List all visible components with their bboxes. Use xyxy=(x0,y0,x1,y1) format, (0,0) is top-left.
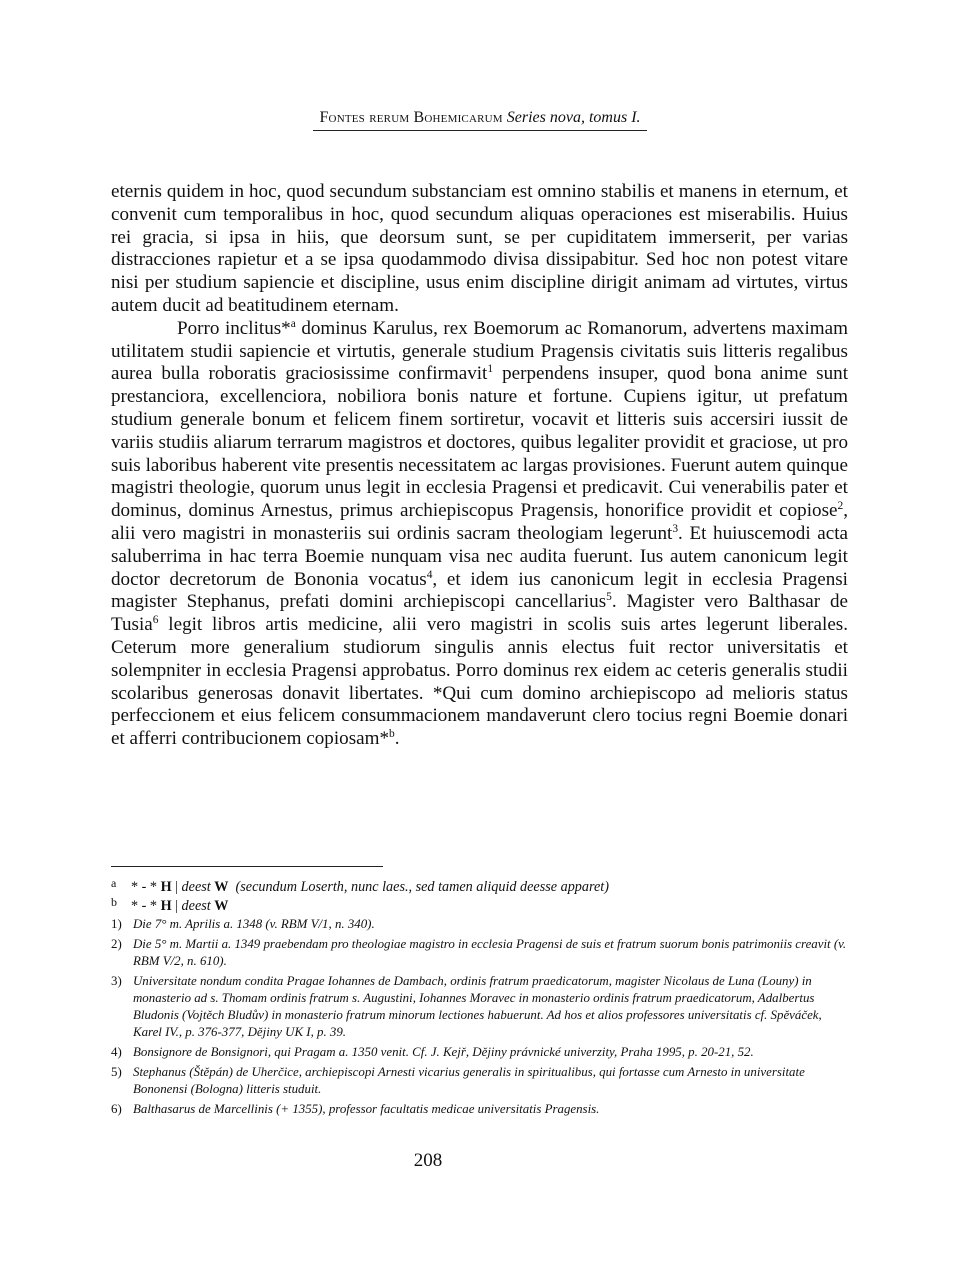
p2-segment: Porro inclitus* xyxy=(177,317,291,339)
apparatus-note xyxy=(111,878,851,897)
footnote-text: Stephanus (Štěpán) de Uherčice, archiepiscopi Arnesti vicarius generalis in spiritualibus, qui fortasse cum Arnesto in universitate Bononensi (Bologna) litteris studuit. xyxy=(133,1065,805,1096)
main-text xyxy=(111,181,848,751)
footnote-ref-5: 5 xyxy=(606,591,612,604)
series-subtitle: Series nova, tomus I. xyxy=(506,109,641,126)
footnote-number: 5) xyxy=(111,1065,122,1079)
page-number xyxy=(0,1150,960,1172)
footnote-number: 6) xyxy=(111,1102,122,1116)
footnote xyxy=(111,936,853,970)
apparatus-separator: | xyxy=(175,879,178,895)
footnote-number: 1) xyxy=(111,917,122,931)
p2-segment: . Et huiuscemodi acta saluberrima in hac terra Boemie nunquam visa nec audita fuerunt. Ius autem canonicum legit doctor decretorum de Bononia vocatus xyxy=(111,522,848,590)
footnote-separator xyxy=(111,866,383,867)
manuscript-siglum: H xyxy=(160,879,172,895)
footnote-number: 3) xyxy=(111,974,122,988)
footnote-ref-4: 4 xyxy=(426,568,433,581)
p2-segment: . Magister vero Balthasar de Tusia xyxy=(111,591,848,636)
footnote xyxy=(111,1101,853,1118)
apparatus-mark: a xyxy=(111,876,117,890)
paragraph-2 xyxy=(111,318,848,751)
manuscript-siglum: W xyxy=(214,898,229,914)
critical-apparatus xyxy=(111,878,851,916)
footnote-ref-2: 2 xyxy=(837,500,844,513)
p2-segment: , alii vero magistri in monasteriis sui ordinis sacram theologiam legerunt xyxy=(111,500,848,544)
footnotes xyxy=(111,916,853,1121)
apparatus-sigla: * - * xyxy=(131,898,158,914)
apparatus-mark-b: b xyxy=(389,728,395,741)
apparatus-separator: | xyxy=(175,898,178,914)
series-title: Fontes rerum Bohemicarum xyxy=(319,109,503,126)
p2-segment: perpendens insuper, quod bona anime sunt prestanciora, excellenciora, nobiliora bonis nature et fortune. Cupiens igitur, ut prefatum studium generale bonum et felicem finem sortiretur, vocavit et litteris suis accersiri iussit de variis studiis aliarum terrarum magistros et doctores, quibus legaliter providit et graciose, ut pro suis laboribus haberent vite presentis necessitatem ac largas provisiones. Fuerunt autem quinque magistri theologie, quorum unus legit in ecclesia Pragensi et predicavit. Cui venerabilis pater et dominus, dominus Arnestus, primus archiepiscopus Pragensis, honorifice providit et copiose xyxy=(111,363,848,522)
p2-segment: , et idem ius canonicum legit in ecclesia Pragensi magister Stephanus, prefati domini archiepiscopi cancellarius xyxy=(111,568,848,613)
page-number-text: 208 xyxy=(413,1150,443,1171)
paragraph-1: eternis quidem in hoc, quod secundum substanciam est omnino stabilis et manens in eternum, et convenit cum temporalibus in hoc, quod secundum aliquas operaciones est miserabilis. Huius rei gracia, si ipsa in hiis, que deorsum sunt, se per cupiditatem immerserit, per varias distracciones rapietur et a se ipsa quodammodo divisa dissipabitur. Sed hoc non potest vitare nisi per studium sapiencie et discipline, usus enim discipline dirigit animam ad virtutes, virtus autem ducit ad beatitudinem eternam. xyxy=(111,181,848,316)
footnote-text: Bonsignore de Bonsignori, qui Pragam a. 1350 venit. Cf. J. Kejř, Dějiny právnické univerzity, Praha 1995, p. 20-21, 52. xyxy=(133,1045,754,1059)
footnote-number: 2) xyxy=(111,937,122,951)
apparatus-deest: deest xyxy=(181,879,211,895)
apparatus-sigla: * - * xyxy=(131,879,158,895)
apparatus-deest: deest xyxy=(181,898,211,914)
p2-segment: dominus Karulus, rex Boemorum ac Romanorum, advertens maximam utilitatem studii sapiencie et virtutis, generale studium Pragensis civitatis suis litteris regalibus aurea bulla roboratis graciosissime confirmavit xyxy=(111,317,848,385)
footnote xyxy=(111,1064,853,1098)
apparatus-comment: (secundum Loserth, nunc laes., sed tamen aliquid deesse apparet) xyxy=(235,879,609,895)
footnote-ref-3: 3 xyxy=(672,522,679,535)
footnote-text: Die 7° m. Aprilis a. 1348 (v. RBM V/1, n. 340). xyxy=(133,917,375,931)
footnote xyxy=(111,916,853,933)
footnote xyxy=(111,1044,853,1061)
manuscript-siglum: H xyxy=(160,898,172,914)
footnote-ref-6: 6 xyxy=(152,614,159,627)
footnote-ref-1: 1 xyxy=(487,363,494,376)
apparatus-mark-a: a xyxy=(290,317,296,330)
running-header xyxy=(0,108,960,131)
p2-segment: legit libros artis medicine, alii vero magistri in scolis suis artes legerunt liberales. Ceterum more generalium studiorum singulis annis electus fuit rector universitatis et solempniter in ecclesia Pragensi approbatus. Porro dominus rex eidem ac ceteris generalis studii scolaribus generosas donavit libertates. *Qui cum domino archiepiscopo ad melioris status perfeccionem et eius felicem consummacionem mandaverunt clero tocius regni Boemie donari et afferri contribucionem copiosam* xyxy=(111,614,848,750)
p2-segment: . xyxy=(394,728,400,750)
apparatus-note xyxy=(111,897,851,916)
manuscript-siglum: W xyxy=(214,879,229,895)
footnote-text: Universitate nondum condita Pragae Iohannes de Dambach, ordinis fratrum praedicatorum, magister Nicolaus de Luna (Louny) in monasterio ad s. Thomam ordinis fratrum s. Augustini, Iohannes Moravec in monasterio ordinis fratrum praedicatorum, Adalbertus Bludonis (Vojtěch Bludův) in monasterio fratrum minorum lectiones habuerunt. Ad hos et alios professores universitatis cf. Spěváček, Karel IV., p. 376-377, Dějiny UK I, p. 39. xyxy=(133,974,822,1039)
footnote-text: Balthasarus de Marcellinis (+ 1355), professor facultatis medicae universitatis Pragensis. xyxy=(133,1102,600,1116)
footnote-number: 4) xyxy=(111,1045,122,1059)
footnote-text: Die 5° m. Martii a. 1349 praebendam pro theologiae magistro in ecclesia Pragensi de suis et fratrum suorum bonis patrimoniis creavit (v. RBM V/2, n. 610). xyxy=(133,937,847,968)
footnote xyxy=(111,973,853,1041)
running-header-line xyxy=(313,108,646,131)
apparatus-mark: b xyxy=(111,895,117,909)
